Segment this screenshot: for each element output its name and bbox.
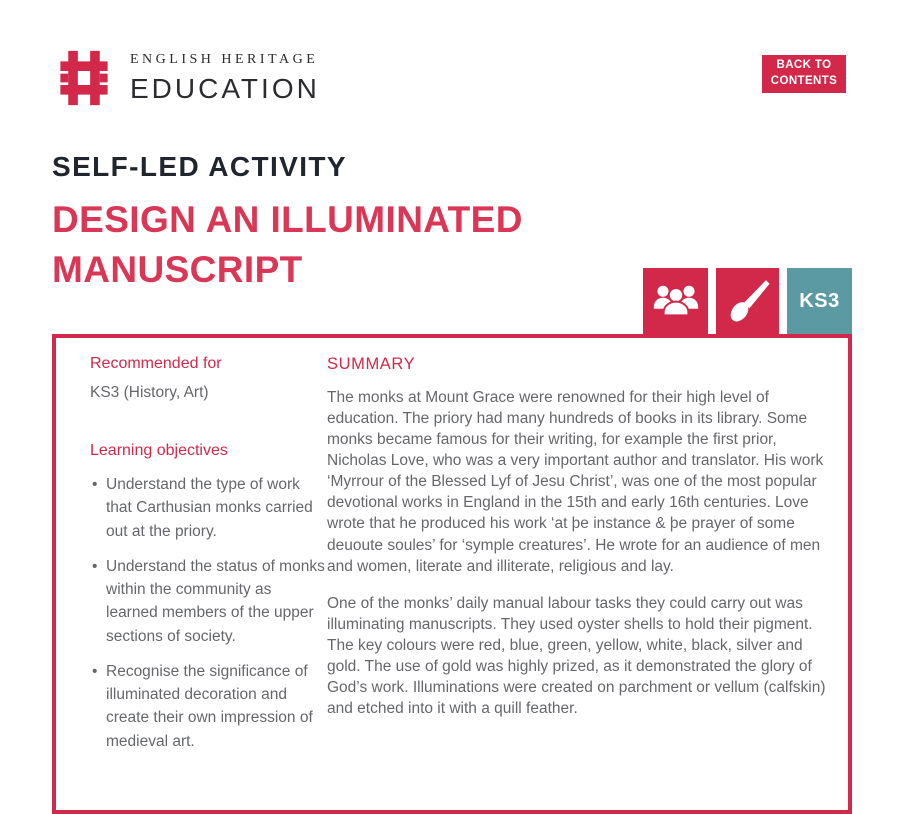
group-icon — [650, 279, 702, 323]
learning-objective-item: • Recognise the significance of illuminated decoration and create their own impression of medieval art. — [90, 660, 326, 753]
summary-paragraph: The monks at Mount Grace were renowned for their high level of education. The priory had many hundreds of books in its library. Some monks became famous for their writing, for example the first prior, Nicholas Love, who was a very important author and translator. His work ‘Myrrour of the Blessed Lyf of Jesu Christ’, was one of the most popular devotional works in England in the 15th and early 16th centuries. Love wrote that he produced his work ‘at þe instance & þe prayer of some deuoute soules’ for ‘symple creatures’. He wrote for an audience of men and women, literate and illiterate, religious and lay. — [327, 389, 824, 575]
summary-paragraph: One of the monks’ daily manual labour tasks they could carry out was illuminating manuscripts. They used oyster shells to hold their pigment. The key colours were red, blue, green, yellow, white, black, silver and gold. The use of gold was highly prized, as it demonstrated the glory of God’s work. Illuminations were created on parchment or vellum (calfskin) and etched into it with a quill feather. — [327, 594, 826, 718]
learning-objective-item: • Understand the type of work that Carthusian monks carried out at the priory. — [90, 473, 326, 543]
page-title-line1: DESIGN AN ILLUMINATED — [52, 199, 523, 240]
brand-text — [130, 46, 320, 105]
portcullis-logo-icon — [56, 46, 112, 110]
back-button-line2: CONTENTS — [770, 75, 838, 87]
back-to-contents-button[interactable] — [762, 55, 846, 93]
activity-badge — [716, 268, 779, 334]
paintbrush-icon — [725, 278, 771, 324]
activity-type-heading: SELF-LED ACTIVITY — [52, 151, 347, 182]
key-stage-badge — [787, 268, 852, 334]
back-button-line1: BACK TO — [776, 59, 832, 72]
panel-right-column — [327, 355, 839, 719]
recommended-for-value: KS3 (History, Art) — [90, 384, 209, 401]
learning-objectives-heading: Learning objectives — [90, 442, 228, 459]
panel-left-column — [90, 355, 326, 765]
brand-name: ENGLISH HERITAGE — [130, 52, 319, 67]
page-title-line2: MANUSCRIPT — [52, 248, 303, 290]
summary-heading: SUMMARY — [327, 355, 416, 373]
learning-objectives-list — [90, 473, 326, 753]
audience-badge — [643, 268, 708, 334]
english-heritage-logo — [56, 46, 320, 110]
key-stage-label: KS3 — [799, 289, 840, 312]
recommended-for-heading: Recommended for — [90, 355, 222, 372]
content-panel — [52, 334, 852, 814]
page-title — [52, 195, 523, 295]
learning-objective-item: • Understand the status of monks within the community as learned members of the upper sections of society. — [90, 555, 326, 648]
brand-division: EDUCATION — [130, 73, 320, 104]
